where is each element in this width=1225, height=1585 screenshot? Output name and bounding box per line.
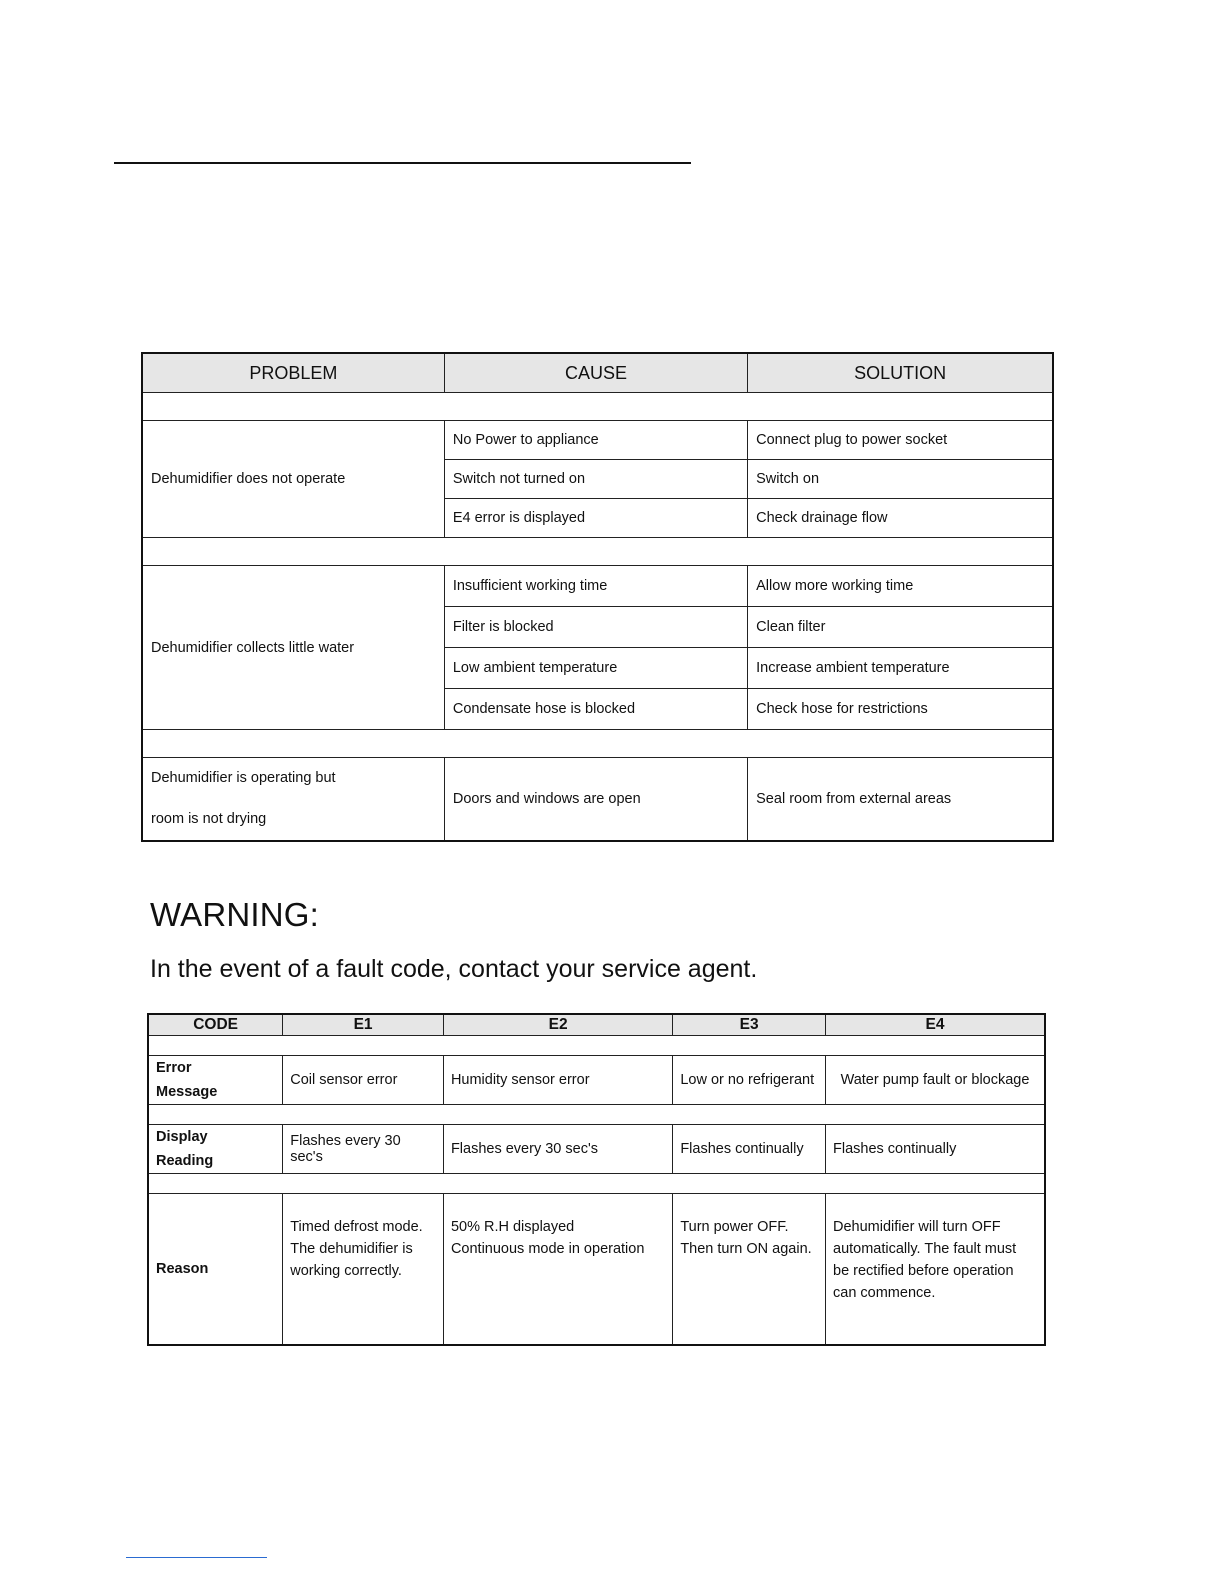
problem-line: room is not drying [151, 811, 267, 827]
solution-cell: Seal room from external areas [748, 758, 1053, 842]
fault-code-table [147, 1013, 1046, 1346]
solution-cell: Check hose for restrictions [748, 689, 1053, 730]
row-label-line: Error [156, 1060, 192, 1076]
table-cell: Humidity sensor error [443, 1056, 672, 1105]
header-cause: CAUSE [444, 353, 747, 393]
cause-cell: No Power to appliance [444, 421, 747, 460]
header-e2: E2 [443, 1014, 672, 1036]
row-label-error-message [148, 1056, 283, 1105]
table-cell: Flashes every 30 sec's [283, 1125, 444, 1174]
table-row [148, 1056, 1045, 1105]
problem-line: Dehumidifier is operating but [151, 770, 336, 786]
header-solution: SOLUTION [748, 353, 1053, 393]
top-rule [114, 162, 691, 164]
header-e4: E4 [826, 1014, 1046, 1036]
spacer-row [142, 538, 1053, 566]
cause-cell: Doors and windows are open [444, 758, 747, 842]
row-label-line: Reading [156, 1153, 214, 1169]
row-label-line: Message [156, 1084, 218, 1100]
spacer-row [148, 1036, 1045, 1056]
table-cell: Coil sensor error [283, 1056, 444, 1105]
table-cell: Low or no refrigerant [673, 1056, 826, 1105]
table-cell: 50% R.H displayed Continuous mode in operation [443, 1194, 672, 1346]
cause-cell: Low ambient temperature [444, 648, 747, 689]
spacer-row [142, 393, 1053, 421]
cause-cell: Filter is blocked [444, 607, 747, 648]
spacer-row [142, 730, 1053, 758]
table-row [148, 1194, 1045, 1346]
header-e1: E1 [283, 1014, 444, 1036]
table-cell: Flashes continually [673, 1125, 826, 1174]
table-row [148, 1125, 1045, 1174]
header-code: CODE [148, 1014, 283, 1036]
warning-text: In the event of a fault code, contact your service agent. [150, 955, 758, 983]
table-cell: Turn power OFF. Then turn ON again. [673, 1194, 826, 1346]
cause-cell: E4 error is displayed [444, 499, 747, 538]
solution-cell: Increase ambient temperature [748, 648, 1053, 689]
footer-link-underline [126, 1557, 267, 1558]
row-label-line: Display [156, 1129, 208, 1145]
spacer-row [148, 1174, 1045, 1194]
problem-cell [142, 758, 444, 842]
solution-cell: Clean filter [748, 607, 1053, 648]
header-problem: PROBLEM [142, 353, 444, 393]
table-cell: Flashes every 30 sec's [443, 1125, 672, 1174]
solution-cell: Allow more working time [748, 566, 1053, 607]
solution-cell: Switch on [748, 460, 1053, 499]
troubleshooting-table [141, 352, 1054, 842]
problem-cell: Dehumidifier collects little water [142, 566, 444, 730]
row-label-reason: Reason [148, 1194, 283, 1346]
table-header-row [142, 353, 1053, 393]
problem-cell: Dehumidifier does not operate [142, 421, 444, 538]
cause-cell: Switch not turned on [444, 460, 747, 499]
table-row [142, 421, 1053, 460]
table-cell: Dehumidifier will turn OFF automatically. The fault must be rectified before operation can commence. [826, 1194, 1046, 1346]
table-header-row [148, 1014, 1045, 1036]
table-cell: Water pump fault or blockage [826, 1056, 1046, 1105]
solution-cell: Connect plug to power socket [748, 421, 1053, 460]
header-e3: E3 [673, 1014, 826, 1036]
table-row [142, 758, 1053, 842]
table-cell: Timed defrost mode. The dehumidifier is working correctly. [283, 1194, 444, 1346]
row-label-display-reading [148, 1125, 283, 1174]
warning-title: WARNING: [150, 896, 320, 933]
cause-cell: Condensate hose is blocked [444, 689, 747, 730]
cause-cell: Insufficient working time [444, 566, 747, 607]
table-row [142, 566, 1053, 607]
solution-cell: Check drainage flow [748, 499, 1053, 538]
spacer-row [148, 1105, 1045, 1125]
table-cell: Flashes continually [826, 1125, 1046, 1174]
